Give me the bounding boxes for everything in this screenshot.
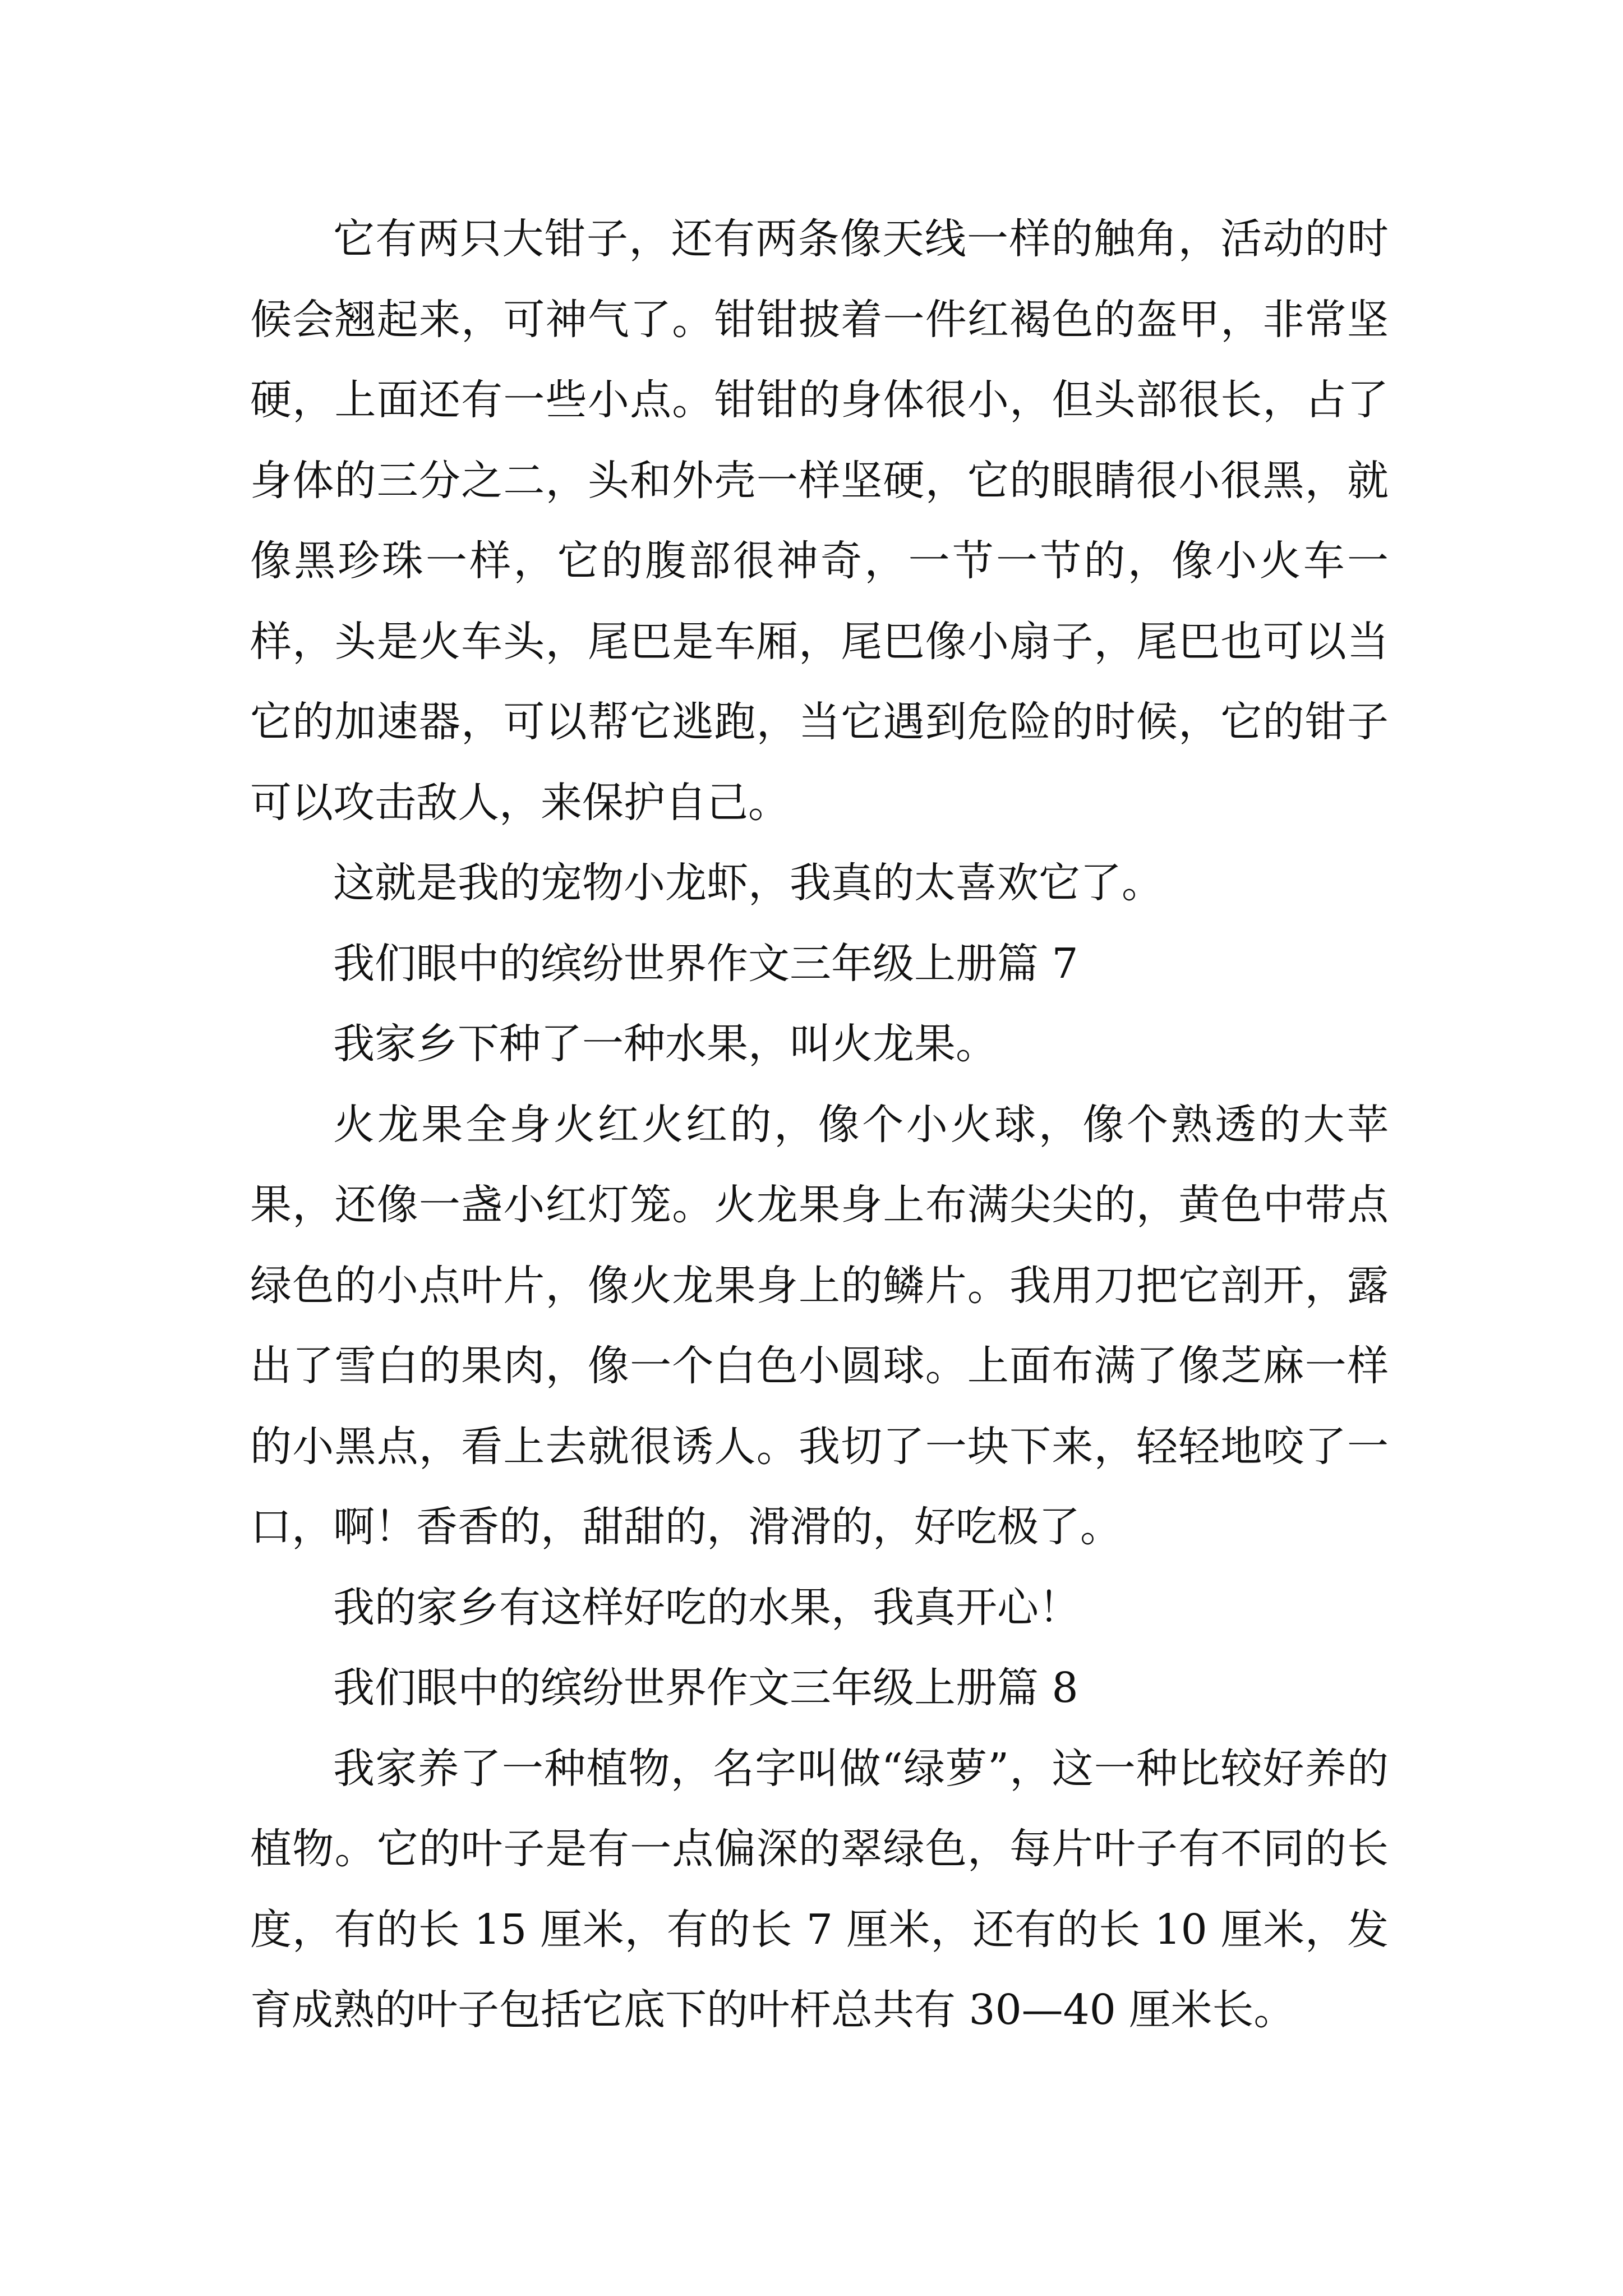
document-body: [250, 199, 1389, 2051]
paragraph-dragonfruit-conclusion: 我的家乡有这样好吃的水果，我真开心！: [333, 1583, 1080, 1632]
section-heading-7: 我们眼中的缤纷世界作文三年级上册篇 7: [333, 939, 1078, 988]
section-heading-8: 我们眼中的缤纷世界作文三年级上册篇 8: [333, 1664, 1078, 1712]
paragraph-pothos-description: 我家养了一种植物，名字叫做“绿萝”，这一种比较好养的植物。它的叶子是有一点偏深的翠绿色，每片叶子有不同的长度，有的长 15 厘米，有的长 7 厘米，还有的长 10 厘米，发育成熟的叶子包括它底下的叶杆总共有 30—40 厘米长。: [250, 1744, 1389, 2034]
paragraph-dragonfruit-intro: 我家乡下种了一种水果，叫火龙果。: [333, 1020, 997, 1068]
paragraph-crayfish-conclusion: 这就是我的宠物小龙虾，我真的太喜欢它了。: [333, 859, 1163, 907]
paragraph-crayfish-description: 它有两只大钳子，还有两条像天线一样的触角，活动的时候会翘起来，可神气了。钳钳披着一件红褐色的盔甲，非常坚硬，上面还有一些小点。钳钳的身体很小，但头部很长，占了身体的三分之二，头和外壳一样坚硬，它的眼睛很小很黑，就像黑珍珠一样，它的腹部很神奇，一节一节的，像小火车一样，头是火车头，尾巴是车厢，尾巴像小扇子，尾巴也可以当它的加速器，可以帮它逃跑，当它遇到危险的时候，它的钳子可以攻击敌人，来保护自己。: [250, 215, 1389, 827]
paragraph-dragonfruit-description: 火龙果全身火红火红的，像个小火球，像个熟透的大苹果，还像一盏小红灯笼。火龙果身上布满尖尖的，黄色中带点绿色的小点叶片，像火龙果身上的鳞片。我用刀把它剖开，露出了雪白的果肉，像一个白色小圆球。上面布满了像芝麻一样的小黑点，看上去就很诱人。我切了一块下来，轻轻地咬了一口，啊！香香的，甜甜的，滑滑的，好吃极了。: [250, 1100, 1389, 1551]
